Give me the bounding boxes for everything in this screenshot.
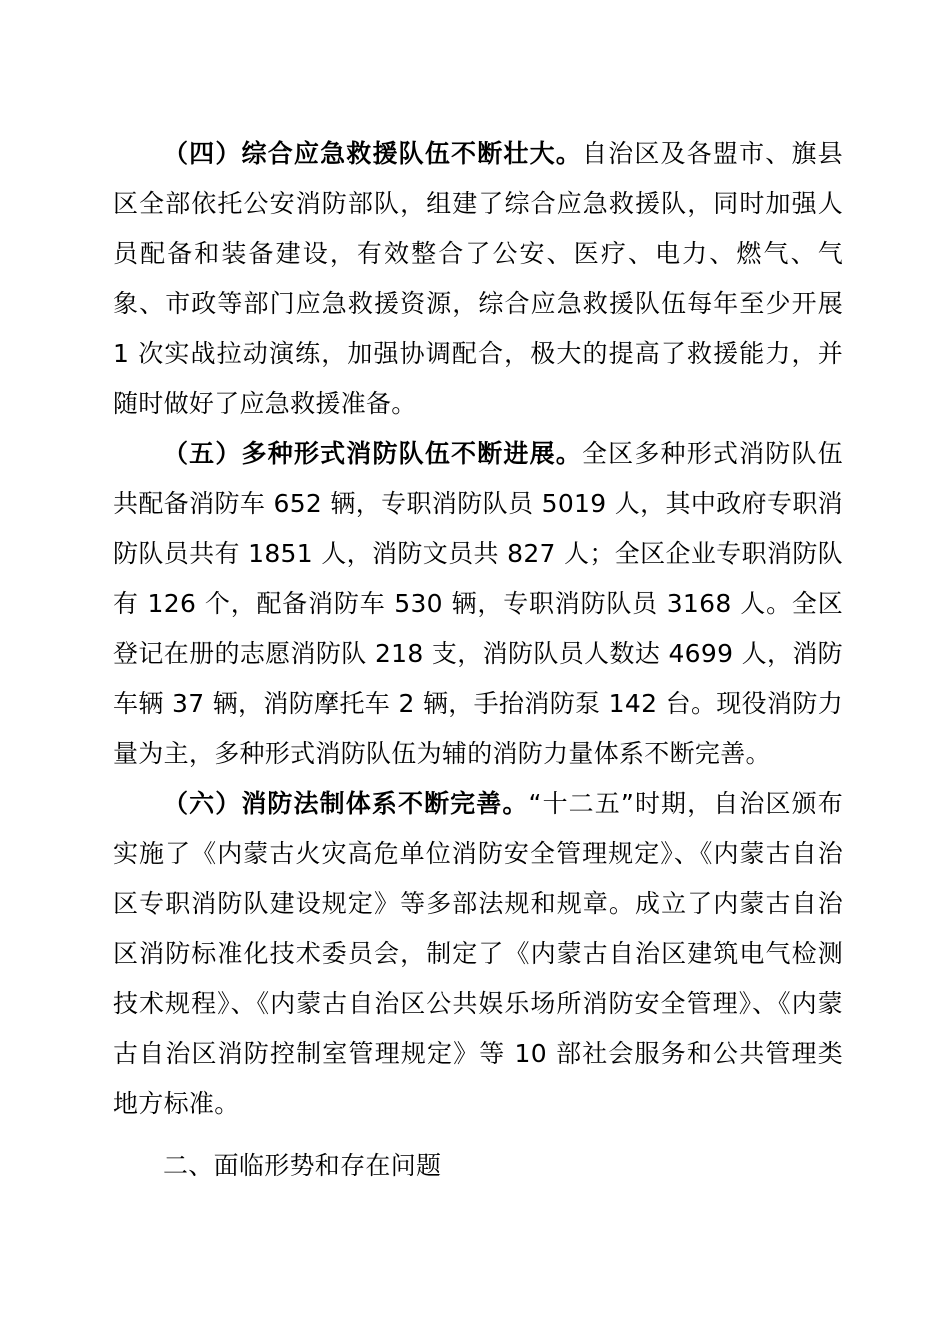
document-body xyxy=(113,129,843,1191)
paragraph-emergency-rescue xyxy=(113,129,843,429)
paragraph-lead: （六）消防法制体系不断完善。 xyxy=(163,789,529,818)
paragraph-text: 全区多种形式消防队伍共配备消防车 652 辆，专职消防队员 5019 人，其中政府专职消防队员共有 1851 人，消防文员共 827 人；全区企业专职消防队有 126 个，配备消防车 530 辆，专职消防队员 3168 人。全区登记在册的志愿消防队 218 支，消防队员人数达 4699 人，消防车辆 37 辆，消防摩托车 2 辆，手抬消防泵 142 台。现役消防力量为主，多种形式消防队伍为辅的消防力量体系不断完善。 xyxy=(113,439,843,768)
paragraph-fire-teams xyxy=(113,429,843,779)
paragraph-text: “十二五”时期，自治区颁布实施了《内蒙古火灾高危单位消防安全管理规定》、《内蒙古自治区专职消防队建设规定》等多部法规和规章。成立了内蒙古自治区消防标准化技术委员会，制定了《内蒙古自治区建筑电气检测技术规程》、《内蒙古自治区公共娱乐场所消防安全管理》、《内蒙古自治区消防控制室管理规定》等 10 部社会服务和公共管理类地方标准。 xyxy=(113,789,844,1118)
paragraph-lead: （四）综合应急救援队伍不断壮大。 xyxy=(163,139,582,168)
paragraph-text: 自治区及各盟市、旗县区全部依托公安消防部队，组建了综合应急救援队，同时加强人员配备和装备建设，有效整合了公安、医疗、电力、燃气、气象、市政等部门应急救援资源，综合应急救援队伍每年至少开展 1 次实战拉动演练，加强协调配合，极大的提高了救援能力，并随时做好了应急救援准备。 xyxy=(113,139,843,418)
paragraph-legal-system xyxy=(113,779,843,1129)
paragraph-lead: （五）多种形式消防队伍不断进展。 xyxy=(163,439,582,468)
section-heading: 二、面临形势和存在问题 xyxy=(163,1151,442,1180)
